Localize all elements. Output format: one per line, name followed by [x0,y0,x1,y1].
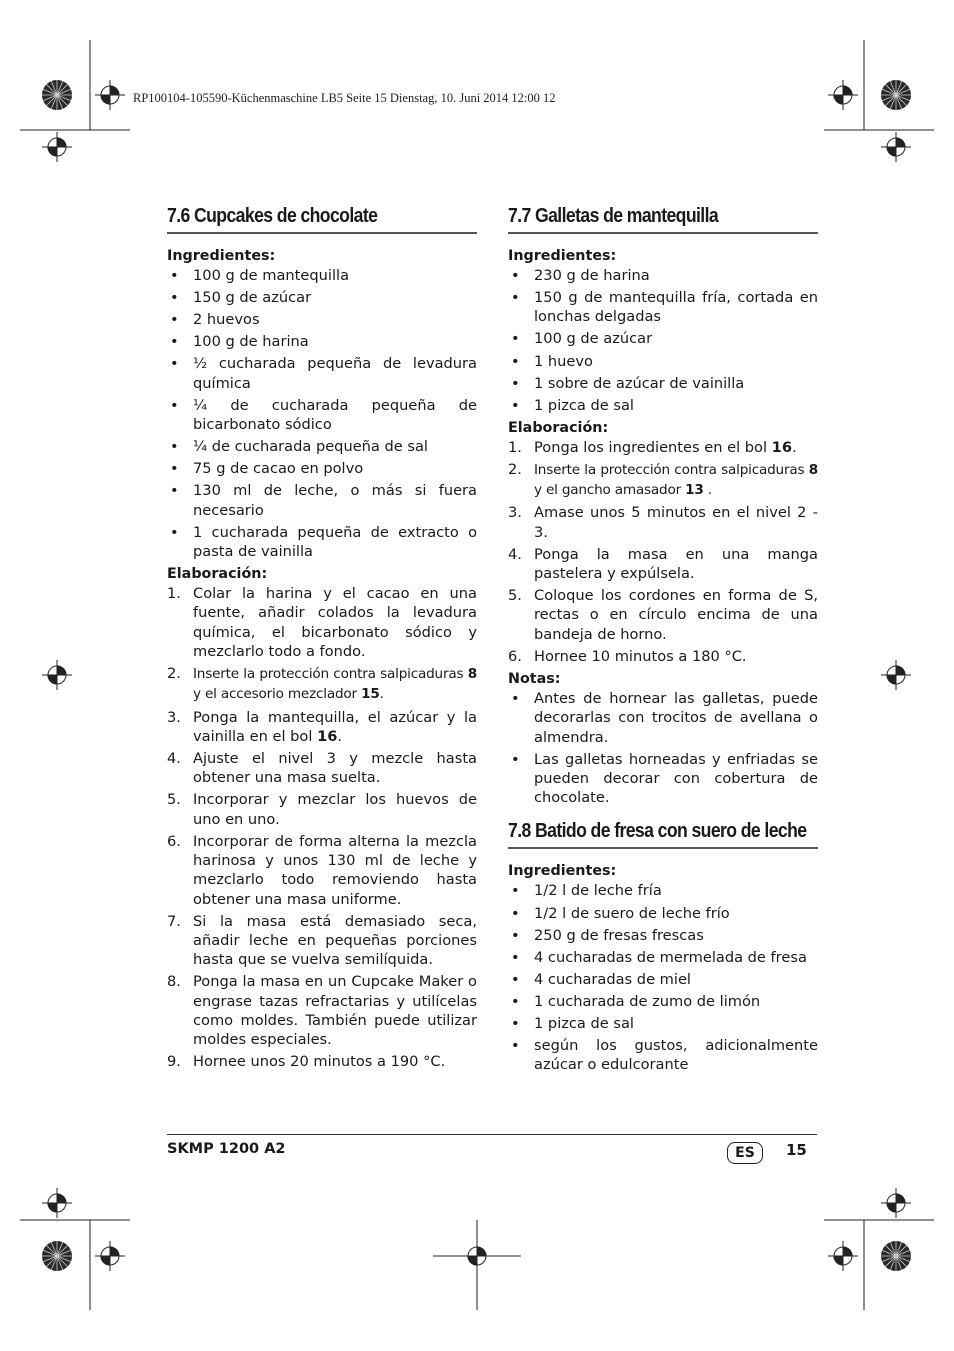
step-item: 1. Colar la harina y el cacao en una fuente, añadir colados la levadura química, el bicarbonato sódico y mezclarlo todo a fondo. [167,585,477,661]
step-item: 8. Ponga la masa en un Cupcake Maker o engrase tazas refractarias y utilícelas como moldes. También puede utilizar moldes especiales. [167,973,477,1049]
list-item: • 4 cucharadas de mermelada de fresa [511,948,807,966]
list-item: • 100 g de mantequilla [170,267,350,284]
list-item: • 100 g de harina [170,333,309,351]
ingredients-label: Ingredientes: [167,248,276,264]
list-item: • 100 g de azúcar [511,330,653,348]
language-badge: ES [727,1142,763,1164]
list-item: • 1 pizca de sal [511,396,634,414]
list-item: • ¼ de cucharada pequeña de bicarbonato sódico [170,396,477,434]
section-heading-7-7 [508,196,818,234]
list-item: • 1 huevo [511,352,593,370]
left-column [167,196,477,1074]
section-heading-7-8 [508,811,818,849]
section-heading-7-6 [167,196,477,234]
step-item: 9. Hornee unos 20 minutos a 190 °C. [167,1053,446,1071]
steps-list [508,438,818,666]
ingredients-list [167,266,477,561]
steps-list [167,584,477,1072]
ingredients-label: Ingredientes: [508,248,617,264]
list-item: • 130 ml de leche, o más si fuera necesario [170,482,477,519]
list-item: • 1 cucharada pequeña de extracto o pasta de vainilla [170,523,477,561]
list-item: • 230 g de harina [511,267,650,284]
section-title: 7.7 Galletas de mantequilla [508,204,719,227]
list-item: • 4 cucharadas de miel [511,970,691,988]
footer-model: SKMP 1200 A2 [167,1141,286,1157]
notes-label: Notas: [508,670,561,687]
step-item: 3. Amase unos 5 minutos en el nivel 2 - 3. [508,504,818,541]
ingredients-list [508,881,818,1074]
list-item: • Las galletas horneadas y enfriadas se pueden decorar con cobertura de chocolate. [511,750,818,807]
step-item: 6. Incorporar de forma alterna la mezcla harinosa y unos 130 ml de leche y mezclarlo todo removiendo hasta obtener una masa uniforme. [167,832,477,908]
step-item: 2. Inserte la protección contra salpicaduras 8 y el accesorio mezclador 15. [167,665,477,703]
notes-list [508,689,818,808]
footer-divider [167,1134,817,1135]
page-number: 15 [786,1141,807,1159]
list-item: • 1/2 l de leche fría [511,882,662,900]
step-item: 6. Hornee 10 minutos a 180 °C. [508,647,747,665]
step-item: 5. Incorporar y mezclar los huevos de uno en uno. [167,791,477,828]
ingredients-list [508,266,818,415]
section-title: 7.8 Batido de fresa con suero de leche [508,819,807,843]
list-item: • 2 huevos [170,311,260,329]
ingredients-label: Ingredientes: [508,863,617,880]
list-item: • 1/2 l de suero de leche frío [511,904,730,922]
step-item: 1. Ponga los ingredientes en el bol 16. [508,438,797,456]
step-item: 4. Ajuste el nivel 3 y mezcle hasta obtener una masa suelta. [167,749,477,787]
step-item: 4. Ponga la masa en una manga pastelera y expúlsela. [508,545,818,583]
list-item: • Antes de hornear las galletas, puede decorarlas con trocitos de avellana o almendra. [511,689,818,746]
section-title: 7.6 Cupcakes de chocolate [167,204,378,227]
step-item: 3. Ponga la mantequilla, el azúcar y la vainilla en el bol 16. [167,708,477,745]
print-header: RP100104-105590-Küchenmaschine LB5 Seite 15 Dienstag, 10. Juni 2014 12:00 12 [133,91,556,105]
preparation-label: Elaboración: [167,566,268,583]
step-item: 5. Coloque los cordones en forma de S, rectas o en círculo encima de una bandeja de horno. [508,587,818,643]
list-item: • 1 cucharada de zumo de limón [511,992,761,1010]
preparation-label: Elaboración: [508,419,609,436]
step-item: 7. Si la masa está demasiado seca, añadir leche en pequeñas porciones hasta que se vuelva semilíquida. [167,912,477,969]
list-item: • 1 sobre de azúcar de vainilla [511,374,745,392]
list-item: • 75 g de cacao en polvo [170,460,364,478]
list-item: • 150 g de azúcar [170,289,312,307]
list-item: • ½ cucharada pequeña de levadura química [170,355,477,392]
list-item: • según los gustos, adicionalmente azúcar o edulcorante [511,1037,818,1074]
list-item: • 1 pizca de sal [511,1015,634,1033]
step-item: 2. Inserte la protección contra salpicaduras 8 y el gancho amasador 13 . [508,460,818,499]
list-item: • ¼ de cucharada pequeña de sal [170,438,428,456]
list-item: • 150 g de mantequilla fría, cortada en lonchas delgadas [511,289,818,326]
list-item: • 250 g de fresas frescas [511,926,704,944]
right-column [508,196,818,1078]
